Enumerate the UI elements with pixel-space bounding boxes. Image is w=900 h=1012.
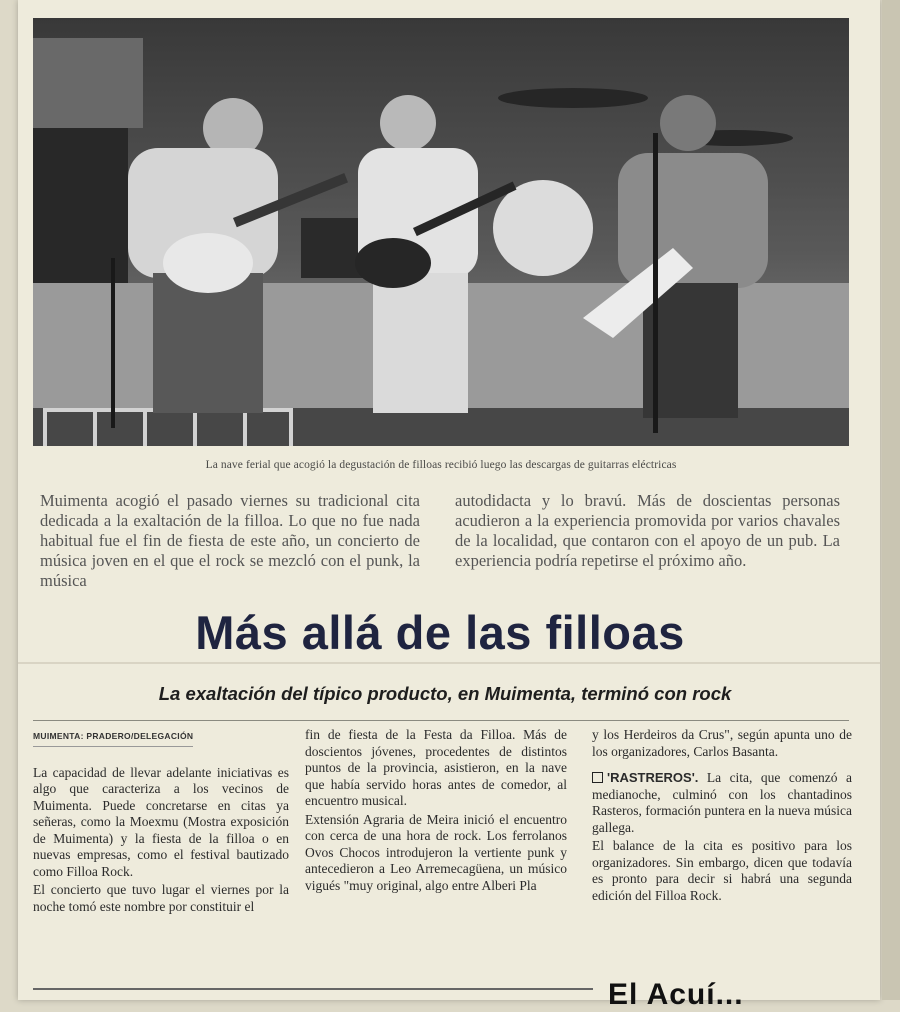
column-3	[592, 727, 852, 906]
bottom-divider	[33, 988, 593, 990]
intro-left-paragraph: Muimenta acogió el pasado viernes su tradicional cita dedicada a la exaltación de la filloa. Lo que no fue nada habitual fue el fin de fiesta de este año, un concierto de música joven en el que el rock se mezcló con el punk, la música	[40, 491, 420, 590]
column-1	[33, 727, 289, 917]
column-3-paragraph-3: El balance de la cita es positivo para los organizadores. Sin embargo, dicen que todavía es pronto para decir si habrá una segunda edición del Filloa Rock.	[592, 838, 852, 903]
next-article-title: El Acuí...	[608, 978, 744, 1011]
photo-caption: La nave ferial que acogió la degustación de filloas recibió luego las descargas de guitarras eléctricas	[205, 459, 677, 471]
band-photo	[33, 18, 849, 446]
intro-text-right	[455, 491, 840, 571]
column-3-paragraph-2-text: La cita, que comenzó a medianoche, culminó con los chantadinos Rasteros, formación puntera en la nueva música gallega.	[592, 770, 852, 835]
column-2-paragraph-1: fin de fiesta de la Festa da Filloa. Más de doscientos jóvenes, procedentes de distintos puntos de la provincia, asistieron, en la nave que había servido horas antes de comedor, al encuentro musical.	[305, 727, 567, 808]
section-subhead: 'RASTREROS'.	[607, 770, 699, 785]
column-1-paragraph-1: La capacidad de llevar adelante iniciativas es algo que caracteriza a los vecinos de Muimenta. Puede concretarse en citas ya señeras, como la Moexmu (Mostra exposición de Muimenta) y la fiesta de la filloa o en nuevas empresas, como el festival bautizado como Filloa Rock.	[33, 764, 289, 879]
column-2	[305, 727, 567, 896]
column-2-paragraph-2: Extensión Agraria de Meira inició el encuentro con cerca de una hora de rock. Los ferrolanos Ovos Chocos introdujeron la vertiente punk y antecedieron a Leo Arremecagüena, un músico vigués "muy original, algo entre Alberi Pla	[305, 811, 567, 893]
byline: MUIMENTA: PRADERO/DELEGACIÓN	[33, 728, 193, 747]
spacer	[592, 762, 852, 770]
page-edge	[882, 0, 900, 1000]
article-subheadline: La exaltación del típico producto, en Muimenta, terminó con rock	[158, 683, 732, 704]
column-3-paragraph-1: y los Herdeiros da Crus", según apunta uno de los organizadores, Carlos Basanta.	[592, 727, 852, 759]
square-bullet-icon	[592, 772, 603, 783]
intro-right-paragraph: autodidacta y lo bravú. Más de doscientas personas acudieron a la experiencia promovida por varios chavales de la localidad, que contaron con el apoyo de un pub. La experiencia podría repetirse el próximo año.	[455, 491, 840, 570]
divider	[33, 720, 849, 721]
article-headline: Más allá de las filloas	[195, 606, 685, 659]
column-1-paragraph-2: El concierto que tuvo lugar el viernes por la noche tomó este nombre por constituir el	[33, 882, 289, 914]
column-3-paragraph-2	[592, 770, 852, 836]
intro-text-left	[40, 491, 420, 591]
paper-fold	[18, 662, 880, 664]
